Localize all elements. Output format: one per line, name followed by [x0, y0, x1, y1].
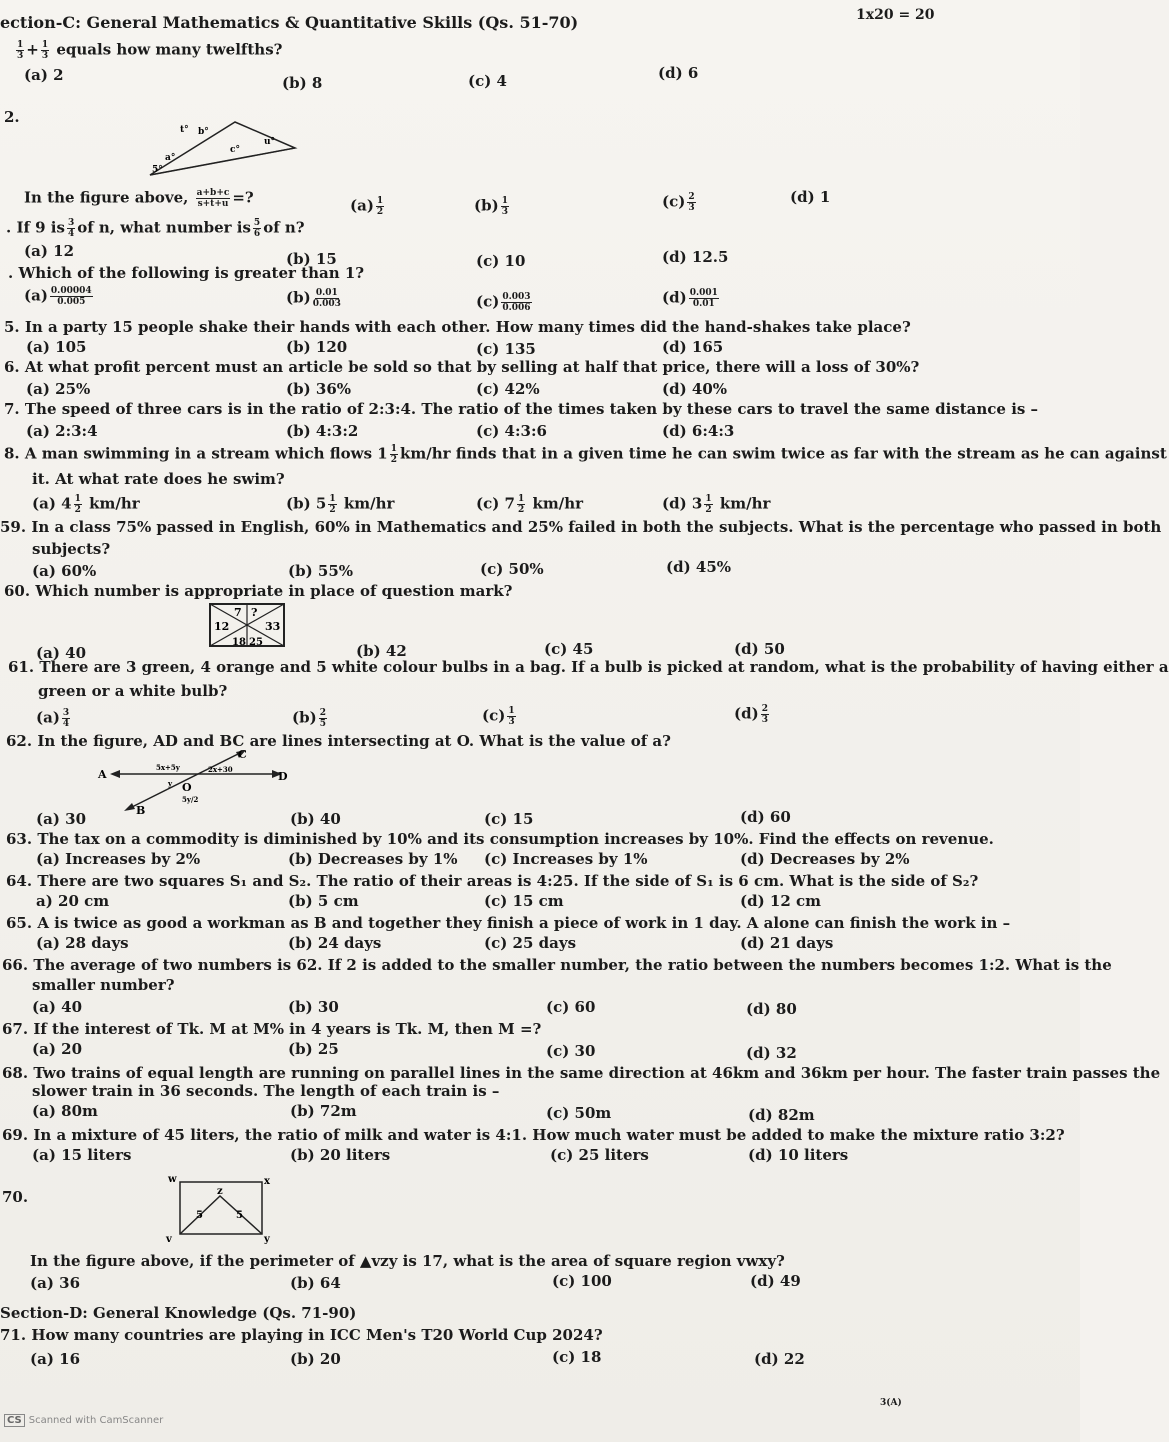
- question-52-number: 2.: [4, 108, 20, 126]
- q70-option-d: (d) 49: [750, 1272, 801, 1290]
- q60-option-a: (a) 40: [36, 644, 87, 662]
- q68-option-d: (d) 82m: [748, 1106, 815, 1124]
- q66-option-d: (d) 80: [746, 1000, 797, 1018]
- q55-option-c: (c) 135: [476, 340, 536, 358]
- q52-option-d: (d) 1: [790, 188, 831, 206]
- question-58-line2: it. At what rate does he swim?: [32, 470, 285, 488]
- q70-option-b: (b) 64: [290, 1274, 341, 1292]
- q55-option-a: (a) 105: [26, 338, 87, 356]
- q59-option-c: (c) 50%: [480, 560, 544, 578]
- svg-text:A: A: [98, 768, 107, 781]
- q70-option-a: (a) 36: [30, 1274, 81, 1292]
- svg-text:33: 33: [265, 620, 281, 633]
- q66-option-c: (c) 60: [546, 998, 596, 1016]
- q54-option-c: (c) $\frac{0.003}{0.006}$: [476, 292, 531, 313]
- q67-option-a: (a) 20: [32, 1040, 83, 1058]
- svg-text:D: D: [278, 770, 288, 783]
- svg-text:u°: u°: [264, 137, 276, 147]
- question-54: . Which of the following is greater than 1?: [8, 264, 365, 282]
- page-code: 3(A): [880, 1398, 902, 1408]
- q56-option-d: (d) 40%: [662, 380, 728, 398]
- q69-option-d: (d) 10 liters: [748, 1146, 849, 1164]
- q68-option-b: (b) 72m: [290, 1102, 357, 1120]
- q66-option-a: (a) 40: [32, 998, 83, 1016]
- svg-text:2x+30: 2x+30: [208, 765, 233, 774]
- q52-option-b: (b) $\frac{1}{3}$: [474, 196, 508, 217]
- q64-option-d: (d) 12 cm: [740, 892, 822, 910]
- q52-option-c: (c) $\frac{2}{3}$: [662, 192, 695, 213]
- q60-number-grid: [208, 602, 288, 648]
- q53-option-d: (d) 12.5: [662, 248, 729, 266]
- q57-option-a: (a) 2:3:4: [26, 422, 98, 440]
- question-63: 63. The tax on a commodity is diminished by 10% and its consumption increases by 10%. Find the effects on revenue.: [6, 830, 994, 848]
- svg-text:z: z: [217, 1186, 223, 1197]
- question-51: $\frac{1}{3}$ + $\frac{1}{3}$ equals how many twelfths?: [17, 40, 283, 61]
- q63-option-a: (a) Increases by 2%: [36, 850, 201, 868]
- question-57: 7. The speed of three cars is in the ratio of 2:3:4. The ratio of the times taken by these cars to travel the same distance is –: [4, 400, 1039, 418]
- question-67: 67. If the interest of Tk. M at M% in 4 years is Tk. M, then M =?: [2, 1020, 542, 1038]
- q62-option-d: (d) 60: [740, 808, 791, 826]
- q53-option-c: (c) 10: [476, 252, 526, 270]
- q60-option-c: (c) 45: [544, 640, 594, 658]
- question-71: 71. How many countries are playing in ICC Men's T20 World Cup 2024?: [0, 1326, 603, 1344]
- question-52: In the figure above, $\frac{a+b+c}{s+t+u}$ =?: [24, 188, 254, 209]
- section-d-title: Section-D: General Knowledge (Qs. 71-90): [0, 1304, 357, 1322]
- svg-text:5: 5: [196, 1210, 203, 1221]
- q61-option-b: (b) $\frac{2}{5}$: [292, 708, 326, 729]
- question-62: 62. In the figure, AD and BC are lines intersecting at O. What is the value of a?: [6, 732, 671, 750]
- scanner-watermark: [4, 1414, 163, 1427]
- q61-option-c: (c) $\frac{1}{3}$: [482, 706, 515, 727]
- question-70: In the figure above, if the perimeter of ▲vzy is 17, what is the area of square region vwxy?: [30, 1252, 785, 1270]
- svg-text:c°: c°: [230, 145, 240, 155]
- svg-text:18: 18: [232, 637, 246, 648]
- question-59-line2: subjects?: [32, 540, 111, 558]
- q59-option-a: (a) 60%: [32, 562, 97, 580]
- q58-option-a: (a) 4 $\frac{1}{2}$ km/hr: [32, 494, 140, 515]
- q67-option-c: (c) 30: [546, 1042, 596, 1060]
- question-70-number: 70.: [2, 1188, 29, 1206]
- svg-text:x: x: [264, 1176, 270, 1187]
- q61-option-a: (a) $\frac{3}{4}$: [36, 708, 70, 729]
- q71-option-b: (b) 20: [290, 1350, 341, 1368]
- q59-option-b: (b) 55%: [288, 562, 354, 580]
- question-68: 68. Two trains of equal length are running on parallel lines in the same direction at 46km and 36km per hour. The faster train passes the: [2, 1064, 1161, 1082]
- q56-option-a: (a) 25%: [26, 380, 91, 398]
- question-69: 69. In a mixture of 45 liters, the ratio of milk and water is 4:1. How much water must be added to make the mixture ratio 3:2?: [2, 1126, 1065, 1144]
- camscanner-logo-icon: CS: [4, 1414, 25, 1427]
- q68-option-c: (c) 50m: [546, 1104, 612, 1122]
- q51-option-b: (b) 8: [282, 74, 323, 92]
- section-c-title: ection-C: General Mathematics & Quantitative Skills (Qs. 51-70): [0, 13, 579, 32]
- q54-option-a: (a) $\frac{0.00004}{0.005}$: [24, 286, 92, 307]
- q69-option-b: (b) 20 liters: [290, 1146, 391, 1164]
- q57-option-b: (b) 4:3:2: [286, 422, 359, 440]
- svg-text:5°: 5°: [152, 165, 163, 175]
- q62-option-b: (b) 40: [290, 810, 341, 828]
- q51-option-a: (a) 2: [24, 66, 64, 84]
- svg-text:B: B: [136, 804, 146, 817]
- question-53: . If 9 is $\frac{3}{4}$ of n, what number is $\frac{5}{6}$ of n?: [6, 218, 305, 239]
- question-58: 8. A man swimming in a stream which flows 1 $\frac{1}{2}$ km/hr finds that in a given time he can swim twice as far with the stream as he can against: [4, 444, 1167, 465]
- question-60: 60. Which number is appropriate in place of question mark?: [4, 582, 513, 600]
- q58-option-c: (c) 7 $\frac{1}{2}$ km/hr: [476, 494, 584, 515]
- q65-option-d: (d) 21 days: [740, 934, 834, 952]
- q53-option-b: (b) 15: [286, 250, 337, 268]
- svg-text:a°: a°: [165, 153, 176, 163]
- q63-option-c: (c) Increases by 1%: [484, 850, 648, 868]
- q58-option-d: (d) 3 $\frac{1}{2}$ km/hr: [662, 494, 771, 515]
- q69-option-c: (c) 25 liters: [550, 1146, 649, 1164]
- q69-option-a: (a) 15 liters: [32, 1146, 132, 1164]
- q51-option-d: (d) 6: [658, 64, 699, 82]
- q57-option-d: (d) 6:4:3: [662, 422, 735, 440]
- q55-option-b: (b) 120: [286, 338, 348, 356]
- svg-text:7: 7: [234, 606, 242, 619]
- q64-option-a: a) 20 cm: [36, 892, 110, 910]
- svg-text:5: 5: [236, 1210, 243, 1221]
- q60-option-b: (b) 42: [356, 642, 407, 660]
- question-59: 59. In a class 75% passed in English, 60% in Mathematics and 25% failed in both the subjects. What is the percentage who passed in both: [0, 518, 1162, 536]
- q60-option-d: (d) 50: [734, 640, 785, 658]
- svg-text:v: v: [166, 1234, 172, 1245]
- marks-note: 1x20 = 20: [856, 7, 935, 23]
- question-56: 6. At what profit percent must an article be sold so that by selling at half that price, there will a loss of 30%?: [4, 358, 920, 376]
- q64-option-c: (c) 15 cm: [484, 892, 564, 910]
- svg-text:y: y: [168, 779, 173, 788]
- question-55: 5. In a party 15 people shake their hands with each other. How many times did the hand-shakes take place?: [4, 318, 911, 336]
- question-61: 61. There are 3 green, 4 orange and 5 white colour bulbs in a bag. If a bulb is picked at random, what is the probability of having either a: [8, 658, 1169, 676]
- q51-option-c: (c) 4: [468, 72, 507, 90]
- svg-text:t°: t°: [180, 125, 189, 135]
- q63-option-b: (b) Decreases by 1%: [288, 850, 458, 868]
- q54-option-d: (d) $\frac{0.001}{0.01}$: [662, 288, 718, 309]
- svg-text:y: y: [264, 1234, 270, 1245]
- svg-text:O: O: [182, 781, 192, 794]
- q56-option-b: (b) 36%: [286, 380, 352, 398]
- svg-text:12: 12: [214, 620, 230, 633]
- q67-option-b: (b) 25: [288, 1040, 339, 1058]
- q54-option-b: (b) $\frac{0.01}{0.003}$: [286, 288, 341, 309]
- svg-text:w: w: [168, 1174, 177, 1185]
- q71-option-d: (d) 22: [754, 1350, 805, 1368]
- q53-option-a: (a) 12: [24, 242, 75, 260]
- q61-option-d: (d) $\frac{2}{3}$: [734, 704, 768, 725]
- q52-option-a: (a) $\frac{1}{2}$: [350, 196, 384, 217]
- svg-text:?: ?: [251, 606, 258, 619]
- q58-option-b: (b) 5 $\frac{1}{2}$ km/hr: [286, 494, 395, 515]
- question-66: 66. The average of two numbers is 62. If 2 is added to the smaller number, the ratio between the numbers becomes 1:2. What is the: [2, 956, 1112, 974]
- q71-option-c: (c) 18: [552, 1348, 602, 1366]
- svg-text:5y/2: 5y/2: [182, 795, 199, 804]
- question-64: 64. There are two squares S₁ and S₂. The ratio of their areas is 4:25. If the side of S₁ is 6 cm. What is the side of S₂?: [6, 872, 979, 890]
- q63-option-d: (d) Decreases by 2%: [740, 850, 910, 868]
- svg-text:25: 25: [249, 637, 263, 648]
- svg-text:5x+5y: 5x+5y: [156, 763, 180, 772]
- q67-option-d: (d) 32: [746, 1044, 797, 1062]
- q68-option-a: (a) 80m: [32, 1102, 98, 1120]
- svg-text:b°: b°: [198, 127, 209, 137]
- q65-option-b: (b) 24 days: [288, 934, 382, 952]
- q52-triangle-figure: [140, 110, 310, 180]
- question-65: 65. A is twice as good a workman as B and together they finish a piece of work in 1 day. A alone can finish the work in –: [6, 914, 1011, 932]
- q64-option-b: (b) 5 cm: [288, 892, 359, 910]
- q71-option-a: (a) 16: [30, 1350, 81, 1368]
- q59-option-d: (d) 45%: [666, 558, 732, 576]
- q62-intersecting-lines-figure: [96, 746, 296, 818]
- q56-option-c: (c) 42%: [476, 380, 540, 398]
- q70-option-c: (c) 100: [552, 1272, 612, 1290]
- svg-text:C: C: [238, 748, 247, 761]
- q66-option-b: (b) 30: [288, 998, 339, 1016]
- scanner-text: Scanned with CamScanner: [28, 1415, 164, 1426]
- q62-option-a: (a) 30: [36, 810, 87, 828]
- q65-option-a: (a) 28 days: [36, 934, 129, 952]
- question-66-line2: smaller number?: [32, 976, 175, 994]
- q62-option-c: (c) 15: [484, 810, 534, 828]
- q65-option-c: (c) 25 days: [484, 934, 577, 952]
- question-61-line2: green or a white bulb?: [38, 682, 228, 700]
- q55-option-d: (d) 165: [662, 338, 724, 356]
- question-68-line2: slower train in 36 seconds. The length of each train is –: [32, 1082, 500, 1100]
- q70-square-figure: [162, 1172, 282, 1244]
- q57-option-c: (c) 4:3:6: [476, 422, 547, 440]
